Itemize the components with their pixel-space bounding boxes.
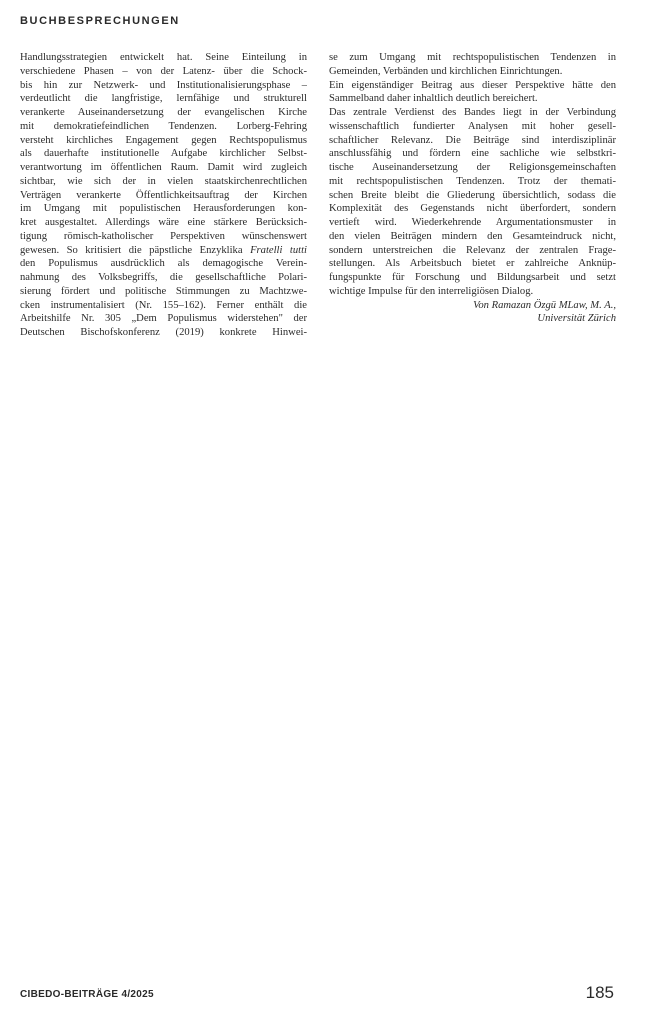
review-affiliation: Universität Zürich	[537, 313, 616, 325]
text-line-with-title	[20, 244, 307, 258]
encyclical-title: Fratelli tutti	[250, 244, 307, 256]
text-line: versteht kirchliches Engagement gegen Rechtspopulismus	[20, 134, 307, 146]
review-author: Von Ramazan Özgü MLaw, M. A.,	[473, 299, 616, 311]
text-line: schen Breite bleibt die Gliederung übersichtlich, sodass die	[329, 189, 616, 201]
text-line: tigung römisch-katholischer Perspektiven wünschenswert	[20, 230, 307, 242]
right-column	[329, 51, 616, 326]
text-line: verdeutlicht die langfristige, lernfähige und strukturell	[20, 93, 307, 105]
text-line: kret ausgestaltet. Allerdings wäre eine stärkere Berücksich-	[20, 217, 307, 228]
journal-issue: CIBEDO-BEITRÄGE 4/2025	[20, 989, 154, 1000]
text-line: verantwortung im öffentlichen Raum. Damit wird zugleich	[20, 162, 307, 173]
text-line: den Populismus ausdrücklich als demagogische Verein-	[20, 258, 307, 270]
text-line: sichtbar, wie sich der in vielen staatskirchenrechtlichen	[20, 175, 307, 187]
text-line: Ein eigenständiger Beitrag aus dieser Perspektive hätte den	[329, 79, 616, 91]
text-line: fungspunkte für Forschung und Bildungsarbeit und setzt	[329, 272, 616, 283]
text-line: se zum Umgang mit rechtspopulistischen Tendenzen in	[329, 52, 616, 63]
text-line: nahmung des Volksbegriffs, die gesellschaftliche Polari-	[20, 272, 307, 283]
text-line: im Umgang mit populistischen Herausforderungen kon-	[20, 203, 307, 215]
text-line: tische Auseinandersetzung der Religionsgemeinschaften	[329, 162, 616, 173]
text-line: Arbeitshilfe Nr. 305 „Dem Populismus widerstehen" der	[20, 313, 307, 325]
page-number: 185	[585, 983, 614, 1002]
text-line: Sammelband daher inhaltlich deutlich bereichert.	[329, 93, 538, 105]
text-line: mit rechtspopulistischen Tendenzen. Trotz der themati-	[329, 175, 616, 187]
text-line: verankerte Auseinandersetzung der evangelischen Kirche	[20, 107, 307, 118]
left-column	[20, 51, 307, 340]
text-line: anschlussfähig und fördern eine sachliche wie selbstkri-	[329, 148, 616, 160]
text-line: stellungen. Als Arbeitsbuch bietet er zahlreiche Anknüp-	[329, 258, 616, 270]
text-line: Gemeinden, Verbänden und kirchlichen Einrichtungen.	[329, 65, 563, 77]
text-line: wissenschaftlich fundierter Analysen mit hoher gesell-	[329, 120, 616, 132]
text-line: Verträgen verankerte Öffentlichkeitsauftrag der Kirchen	[20, 189, 307, 201]
text-line: sierung fördert und politische Stimmungen zu Machtzwe-	[20, 285, 307, 297]
text-line: Komplexität des Gegenstands nicht überfordert, sondern	[329, 203, 616, 215]
text-line: cken instrumentalisiert (Nr. 155–162). Ferner enthält die	[20, 299, 307, 311]
text-line: bis hin zur Netzwerk- und Institutionalisierungsphase –	[20, 79, 307, 91]
text-line: mit demokratiefeindlichen Tendenzen. Lorberg-Fehring	[20, 120, 307, 132]
text-line: Deutschen Bischofskonferenz (2019) konkrete Hinwei-	[20, 327, 307, 338]
text-line-segment: gewesen. So kritisiert die päpstliche Enzyklika	[20, 244, 251, 256]
text-line: als dauerhafte institutionelle Aufgabe kirchlicher Selbst-	[20, 148, 307, 160]
text-line: den vielen Beiträgen mindern den Gesamteindruck nicht,	[329, 230, 616, 242]
text-line: Das zentrale Verdienst des Bandes liegt in der Verbindung	[329, 107, 616, 118]
text-line: Handlungsstrategien entwickelt hat. Seine Einteilung in	[20, 52, 307, 63]
text-line: wichtige Impulse für den interreligiösen Dialog.	[329, 285, 534, 297]
text-line: sondern unterstreichen die Relevanz der zentralen Frage-	[329, 244, 616, 256]
text-line: verschiedene Phasen – von der Latenz- über die Schock-	[20, 65, 307, 77]
text-line: schaftlicher Relevanz. Die Beiträge sind interdisziplinär	[329, 134, 616, 146]
text-line: vertieft wird. Wiederkehrende Argumentationsmuster in	[329, 217, 616, 228]
section-header: BUCHBESPRECHUNGEN	[20, 15, 180, 27]
